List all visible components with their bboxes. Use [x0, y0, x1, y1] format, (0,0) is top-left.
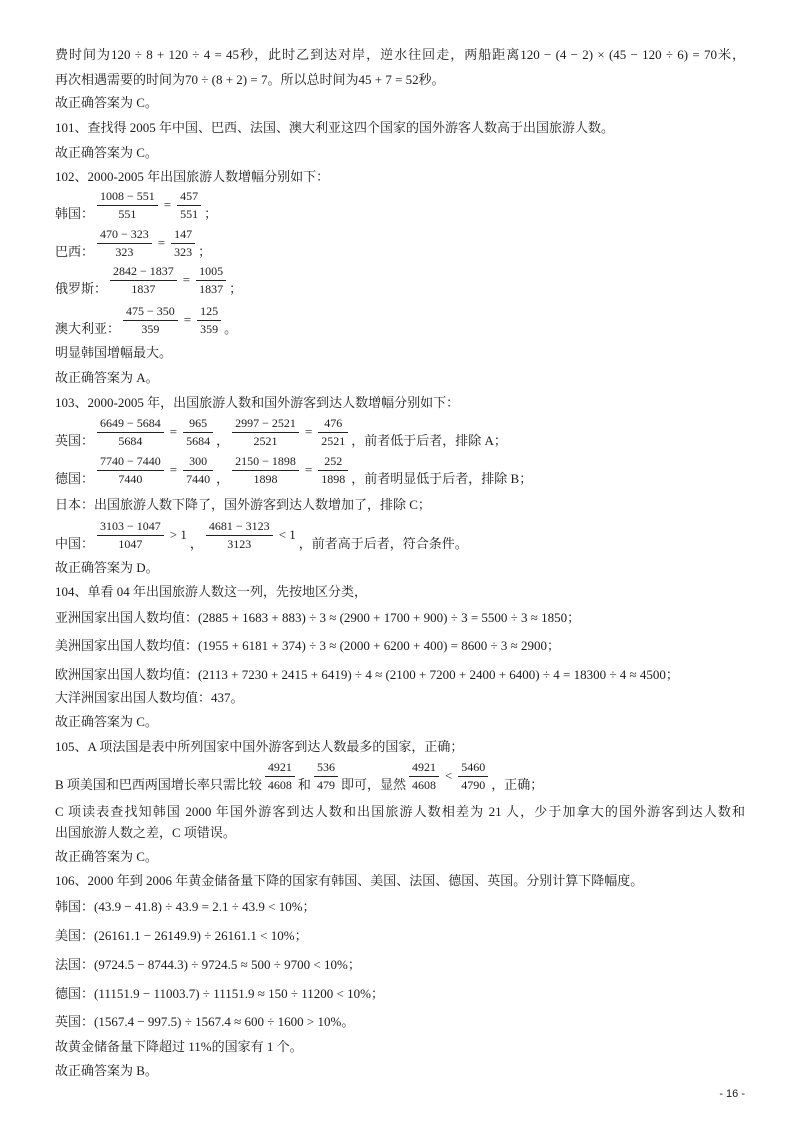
q103-row-uk [55, 415, 507, 450]
q103-row-germany [55, 453, 532, 488]
math-expression: (2885 + 1683 + 883) ÷ 3 ≈ (2900 + 1700 + 900) ÷ 3 = 5500 ÷ 3 ≈ 1850 [198, 610, 568, 625]
q105-option-c-line-1: C 项读表查找知韩国 2000 年国外游客到达人数和出国旅游人数相差为 21 人，少于加拿大的国外游客到达人数和 [55, 804, 745, 819]
q102-answer: 故正确答案为 A。 [55, 370, 159, 385]
fraction-numerator: 2997 − 2521 [235, 416, 296, 430]
fraction-denominator: 4608 [265, 776, 295, 794]
q105-option-a: 105、A 项法国是表中所列国家中国外游客到达人数最多的国家，正确； [55, 739, 464, 754]
q106-row-usa [55, 927, 308, 945]
q104-row-asia [55, 609, 580, 627]
q106-row-germany [55, 985, 384, 1003]
row-end: ； [294, 928, 308, 943]
fraction-numerator: 6649 − 5684 [100, 416, 161, 430]
fraction-numerator: 536 [316, 760, 335, 774]
fraction-numerator: 476 [324, 416, 343, 430]
equals-sign: = [182, 272, 191, 287]
fraction [171, 226, 195, 261]
q103-intro: 103、2000-2005 年，出国旅游人数和国外游客到达人数增幅分别如下： [55, 395, 460, 410]
row-end: ，前者低于后者，排除 A； [351, 433, 507, 448]
row-end: ； [547, 638, 561, 653]
fraction [97, 415, 164, 450]
fraction [183, 415, 213, 450]
q104-row-oceania: 大洋洲国家出国人数均值：437。 [55, 690, 244, 705]
q105-option-b [55, 759, 543, 794]
row-label: 韩国： [55, 206, 95, 221]
fraction [318, 453, 348, 488]
fraction-numerator: 147 [174, 227, 193, 241]
separator: ， [216, 433, 230, 448]
math-expression: (1567.4 − 997.5) ÷ 1567.4 ≈ 600 ÷ 1600 > 10% [94, 1014, 342, 1029]
row-end: 。 [224, 321, 238, 336]
fraction-denominator: 7440 [183, 470, 213, 488]
row-label: 德国： [55, 471, 95, 486]
row-label: 美洲国家出国人数均值： [55, 638, 199, 653]
comparison: < 1 [278, 527, 296, 542]
row-end: ； [302, 899, 316, 914]
row-label: 英国： [55, 1014, 95, 1029]
q106-row-france [55, 956, 361, 974]
fraction-denominator: 551 [177, 205, 201, 223]
separator: ， [216, 471, 230, 486]
fraction-numerator: 470 − 323 [100, 227, 149, 241]
math-expression: (26161.1 − 26149.9) ÷ 26161.1 < 10% [94, 928, 295, 943]
row-label: 巴西： [55, 244, 95, 259]
q102-row-australia [55, 303, 237, 338]
math-expression: 120 − (4 − 2) × (45 − 120 ÷ 6) = 70 [520, 47, 717, 62]
q100-answer: 故正确答案为 C。 [55, 95, 158, 110]
row-end: ； [198, 244, 212, 259]
comparison: < [444, 768, 453, 783]
fraction [97, 226, 152, 261]
row-label: 亚洲国家出国人数均值： [55, 610, 199, 625]
fraction-denominator: 4790 [458, 776, 488, 794]
fraction [196, 263, 226, 298]
equals-sign: = [169, 462, 178, 477]
q100-line-1 [55, 46, 745, 64]
fraction-numerator: 4681 − 3123 [208, 519, 270, 533]
q106-row-uk [55, 1013, 354, 1031]
q105-option-c-line-2: 出国旅游人数之差，C 项错误。 [55, 825, 236, 840]
row-end: ； [229, 281, 243, 296]
q102-row-russia [55, 263, 242, 298]
q106-answer: 故正确答案为 B。 [55, 1063, 158, 1078]
math-expression: 120 ÷ 8 + 120 ÷ 4 = 45 [111, 47, 240, 62]
fraction [318, 415, 348, 450]
equals-sign: = [169, 424, 178, 439]
row-label: 英国： [55, 433, 95, 448]
fraction [177, 188, 201, 223]
row-end: ； [204, 206, 218, 221]
fraction-numerator: 7740 − 7440 [100, 454, 161, 468]
equals-sign: = [183, 312, 192, 327]
text-segment: 秒，此时乙到达对岸，逆水往回走，两船距离 [239, 47, 521, 62]
row-end: ； [347, 957, 361, 972]
fraction-numerator: 4921 [411, 760, 436, 774]
q102-conclusion: 明显韩国增幅最大。 [55, 345, 173, 360]
comparison: > 1 [169, 527, 187, 542]
q102-row-korea [55, 188, 217, 223]
fraction [97, 188, 158, 223]
q104-answer: 故正确答案为 C。 [55, 714, 158, 729]
q103-answer: 故正确答案为 D。 [55, 560, 159, 575]
row-label: 德国： [55, 986, 95, 1001]
fraction [409, 759, 439, 794]
fraction-denominator: 7440 [97, 470, 164, 488]
text-segment: 和 [297, 777, 311, 792]
math-expression: (43.9 − 41.8) ÷ 43.9 = 2.1 ÷ 43.9 < 10% [94, 899, 303, 914]
q106-intro: 106、2000 年到 2006 年黄金储备量下降的国家有韩国、美国、法国、德国、英国。分别计算下降幅度。 [55, 873, 644, 888]
text-segment: 。所以总时间为 [267, 72, 359, 87]
math-expression: 70 ÷ (8 + 2) = 7 [185, 72, 268, 87]
fraction-numerator: 457 [180, 189, 199, 203]
fraction-numerator: 5460 [461, 760, 486, 774]
row-label: 法国： [55, 957, 95, 972]
fraction [265, 759, 295, 794]
equals-sign: = [304, 462, 313, 477]
row-end: ，前者明显低于后者，排除 B； [351, 471, 533, 486]
fraction [183, 453, 213, 488]
fraction [314, 759, 338, 794]
fraction-denominator: 359 [197, 320, 221, 338]
fraction-denominator: 2521 [232, 432, 299, 450]
fraction [232, 453, 299, 488]
q106-conclusion: 故黄金储备量下降超过 11%的国家有 1 个。 [55, 1039, 303, 1054]
fraction-numerator: 4921 [267, 760, 292, 774]
q105-answer: 故正确答案为 C。 [55, 849, 158, 864]
q103-row-china [55, 518, 468, 553]
text-segment: ，正确； [491, 777, 544, 792]
fraction [97, 453, 164, 488]
equals-sign: = [157, 235, 166, 250]
fraction [232, 415, 299, 450]
fraction-numerator: 2150 − 1898 [235, 454, 296, 468]
fraction [458, 759, 488, 794]
row-label: 美国： [55, 928, 95, 943]
fraction [197, 303, 221, 338]
text-segment: B 项美国和巴西两国增长率只需比较 [55, 777, 262, 792]
q104-intro: 104、单看 04 年出国旅游人数这一列，先按地区分类， [55, 584, 368, 599]
fraction-denominator: 551 [97, 205, 158, 223]
fraction-numerator: 125 [200, 304, 219, 318]
fraction-numerator: 965 [189, 416, 208, 430]
fraction-denominator: 1837 [110, 280, 177, 298]
fraction-numerator: 2842 − 1837 [113, 264, 174, 278]
fraction [206, 518, 273, 553]
text-segment: 费时间为 [55, 47, 112, 62]
fraction-denominator: 323 [97, 243, 152, 261]
fraction-numerator: 300 [189, 454, 208, 468]
q100-line-2 [55, 71, 445, 89]
equals-sign: = [163, 197, 172, 212]
row-end: 。 [341, 1014, 355, 1029]
fraction-denominator: 1898 [318, 470, 348, 488]
fraction-denominator: 4608 [409, 776, 439, 794]
fraction-numerator: 1008 − 551 [100, 189, 155, 203]
row-label: 俄罗斯： [55, 281, 108, 296]
math-expression: (11151.9 − 11003.7) ÷ 11151.9 ≈ 150 ÷ 11200 < 10% [94, 986, 371, 1001]
fraction-denominator: 1898 [232, 470, 299, 488]
row-label: 韩国： [55, 899, 95, 914]
text-segment: 米， [716, 47, 745, 62]
row-end: ； [370, 986, 384, 1001]
q101-text: 101、查找得 2005 年中国、巴西、法国、澳大利亚这四个国家的国外游客人数高于出国旅游人数。 [55, 120, 615, 135]
fraction-numerator: 1005 [199, 264, 224, 278]
q106-row-korea [55, 898, 316, 916]
q104-row-europe [55, 666, 679, 684]
fraction-denominator: 5684 [97, 432, 164, 450]
q103-row-japan: 日本：出国旅游人数下降了，国外游客到达人数增加了，排除 C； [55, 497, 431, 512]
fraction-denominator: 2521 [318, 432, 348, 450]
separator: ， [189, 536, 203, 551]
fraction-denominator: 479 [314, 776, 338, 794]
page-number: - 16 - [719, 1088, 745, 1100]
row-label: 澳大利亚： [55, 321, 121, 336]
row-label: 中国： [55, 536, 95, 551]
q102-row-brazil [55, 226, 211, 261]
q104-row-americas [55, 637, 560, 655]
row-end: ； [567, 610, 581, 625]
fraction-numerator: 3103 − 1047 [100, 519, 161, 533]
row-end: ； [665, 667, 679, 682]
text-segment: 秒。 [418, 72, 445, 87]
fraction-denominator: 359 [123, 320, 178, 338]
fraction-denominator: 1837 [196, 280, 226, 298]
row-end: ，前者高于后者，符合条件。 [298, 536, 468, 551]
fraction [123, 303, 178, 338]
fraction-denominator: 323 [171, 243, 195, 261]
text-segment: 再次相遇需要的时间为 [55, 72, 186, 87]
fraction-numerator: 475 − 350 [126, 304, 175, 318]
q102-intro: 102、2000-2005 年出国旅游人数增幅分别如下： [55, 169, 330, 184]
fraction-denominator: 5684 [183, 432, 213, 450]
fraction-denominator: 3123 [206, 535, 273, 553]
fraction-denominator: 1047 [97, 535, 164, 553]
q101-answer: 故正确答案为 C。 [55, 145, 158, 160]
text-segment: 即可，显然 [340, 777, 406, 792]
row-label: 欧洲国家出国人数均值： [55, 667, 199, 682]
math-expression: (2113 + 7230 + 2415 + 6419) ÷ 4 ≈ (2100 + 7200 + 2400 + 6400) ÷ 4 = 18300 ÷ 4 ≈ 4500 [198, 667, 666, 682]
fraction [110, 263, 177, 298]
fraction-numerator: 252 [324, 454, 343, 468]
math-expression: (1955 + 6181 + 374) ÷ 3 ≈ (2000 + 6200 + 400) = 8600 ÷ 3 ≈ 2900 [198, 638, 548, 653]
math-expression: (9724.5 − 8744.3) ÷ 9724.5 ≈ 500 ÷ 9700 < 10% [94, 957, 348, 972]
math-expression: 45 + 7 = 52 [358, 72, 419, 87]
fraction [97, 518, 164, 553]
equals-sign: = [304, 424, 313, 439]
